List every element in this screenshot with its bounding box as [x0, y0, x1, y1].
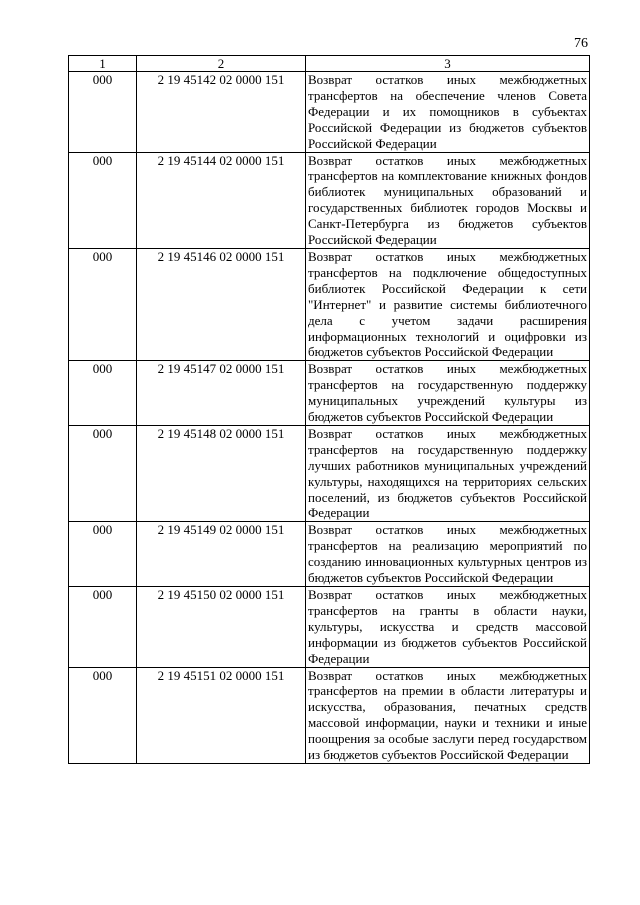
budget-code-cell: 2 19 45147 02 0000 151 — [137, 361, 306, 426]
description-cell: Возврат остатков иных межбюджетных трансфертов на подключение общедоступных библиотек Российской Федерации к сети "Интернет" и развитие системы библиотечного дела с учетом задачи расширения информационных технологий и оцифровки из бюджетов субъектов Российской Федерации — [306, 248, 590, 360]
admin-code-cell: 000 — [69, 361, 137, 426]
admin-code-cell: 000 — [69, 587, 137, 668]
budget-classification-table — [68, 55, 590, 764]
description-cell: Возврат остатков иных межбюджетных трансфертов на гранты в области науки, культуры, искусства и средств массовой информации из бюджетов субъектов Российской Федерации — [306, 587, 590, 668]
table-row — [69, 425, 590, 521]
description-cell: Возврат остатков иных межбюджетных трансфертов на обеспечение членов Совета Федерации и их помощников в субъектах Российской Федерации из бюджетов субъектов Российской Федерации — [306, 72, 590, 153]
header-row — [69, 56, 590, 72]
budget-code-cell: 2 19 45151 02 0000 151 — [137, 667, 306, 763]
header-column-3: 3 — [306, 56, 590, 72]
admin-code-cell: 000 — [69, 248, 137, 360]
budget-code-cell: 2 19 45149 02 0000 151 — [137, 522, 306, 587]
description-cell: Возврат остатков иных межбюджетных трансфертов на премии в области литературы и искусства, образования, печатных средств массовой информации, науки и техники и иные поощрения за особые заслуги перед государством из бюджетов субъектов Российской Федерации — [306, 667, 590, 763]
budget-code-cell: 2 19 45144 02 0000 151 — [137, 152, 306, 248]
description-cell: Возврат остатков иных межбюджетных трансфертов на государственную поддержку лучших работников муниципальных учреждений культуры, находящихся на территориях сельских поселений, из бюджетов субъектов Российской Федерации — [306, 425, 590, 521]
description-cell: Возврат остатков иных межбюджетных трансфертов на государственную поддержку муниципальных учреждений культуры из бюджетов субъектов Российской Федерации — [306, 361, 590, 426]
admin-code-cell: 000 — [69, 522, 137, 587]
table-row — [69, 248, 590, 360]
table-row — [69, 152, 590, 248]
table-body — [69, 72, 590, 764]
admin-code-cell: 000 — [69, 425, 137, 521]
table-header — [69, 56, 590, 72]
table-row — [69, 667, 590, 763]
admin-code-cell: 000 — [69, 72, 137, 153]
budget-code-cell: 2 19 45150 02 0000 151 — [137, 587, 306, 668]
description-cell: Возврат остатков иных межбюджетных трансфертов на реализацию мероприятий по созданию инновационных культурных центров из бюджетов субъектов Российской Федерации — [306, 522, 590, 587]
table-row — [69, 587, 590, 668]
budget-code-cell: 2 19 45142 02 0000 151 — [137, 72, 306, 153]
admin-code-cell: 000 — [69, 152, 137, 248]
budget-code-cell: 2 19 45148 02 0000 151 — [137, 425, 306, 521]
table-row — [69, 72, 590, 153]
header-column-2: 2 — [137, 56, 306, 72]
page-number: 76 — [574, 36, 588, 51]
admin-code-cell: 000 — [69, 667, 137, 763]
table-row — [69, 361, 590, 426]
header-column-1: 1 — [69, 56, 137, 72]
budget-code-cell: 2 19 45146 02 0000 151 — [137, 248, 306, 360]
table-row — [69, 522, 590, 587]
description-cell: Возврат остатков иных межбюджетных трансфертов на комплектование книжных фондов библиотек муниципальных образований и государственных библиотек городов Москвы и Санкт-Петербурга из бюджетов субъектов Российской Федерации — [306, 152, 590, 248]
